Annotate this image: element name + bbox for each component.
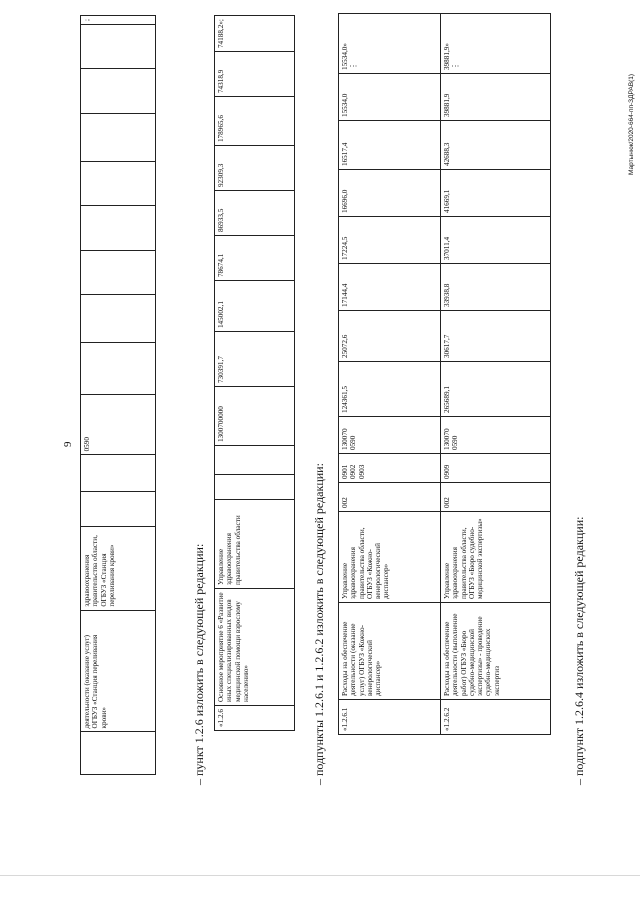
t2-v3: 78674,1 [215,236,295,281]
instruction-3: – подпункт 1.2.6.4 изложить в следующей редакции: [572,516,586,785]
t3r1-v8 [339,14,441,74]
t2-code: 1300700000 [215,387,295,446]
table-row [339,14,441,735]
t3r1-csr: 130070 0590 [339,417,441,454]
t2-v5: 92309,3 [215,146,295,191]
file-reference: Мартынюк/2020-664-пп-ЗДРАВ(1) [628,73,635,175]
t2-v2: 145002,1 [215,281,295,332]
t2-v6: 178965,6 [215,97,295,146]
ellipsis: ⋮ [349,62,359,70]
cell-v3 [81,250,156,294]
t3r2-num: «1.2.6.2 [441,700,551,735]
t3r2-v8-text: 39881,9» [443,43,451,70]
t3r1-v5: 16696,0 [339,170,441,217]
t3r2-v7: 39881,9 [441,74,551,121]
ellipsis: ⋮ [451,62,461,70]
t3r1-v1: 124361,5 [339,362,441,417]
divider [0,875,640,876]
instruction-1: – пункт 1.2.6 изложить в следующей редакции: [192,543,206,785]
cell-v5 [81,161,156,205]
cell-v8 [81,25,156,69]
t3r2-name: Расходы на обеспечение деятельности (выполнение работ) ОГБУЗ «Бюро судебно-медицинской экспертизы» - проведение судебно-медицинских экспертиз [441,603,551,700]
t3r2-v3: 33938,8 [441,264,551,311]
t3r1-v2: 25072,6 [339,311,441,362]
t3r2-rzpr: 0909 [441,454,551,483]
cell-exec: здравоохранения правительства области, ОГБУЗ «Станция переливания крови» [81,527,156,610]
table-row [441,14,551,735]
cell-name: деятельности (оказание услуг) ОГБУЗ «Станция переливания крови» [81,610,156,732]
t2-v8: 74188,2»; [215,16,295,52]
t3r1-v7: 15534,0 [339,74,441,121]
cell-v6 [81,113,156,161]
t3r1-v4: 17224,5 [339,217,441,264]
t2-name: Основное мероприятие 6 «Развитие иных специализированных видов медицинской помощи взрослому населению» [215,589,295,706]
cell-rzpr [81,455,156,492]
page-footer-edge [0,865,640,905]
rotated-page [40,0,640,865]
t3r1-v6: 16517,4 [339,121,441,170]
t3r2-v4: 37011,4 [441,217,551,264]
t3r2-v6: 42688,3 [441,121,551,170]
cell-tail: ; [81,16,156,25]
t3r1-exec: Управление здравоохранения правительства области, ОГБУЗ «Кожно-венерологический диспансер» [339,512,441,603]
table-continuation [80,15,156,775]
instruction-2: – подпункты 1.2.6.1 и 1.2.6.2 изложить в следующей редакции: [312,463,326,785]
t3r2-grbs: 002 [441,483,551,512]
t3r2-v5: 41669,1 [441,170,551,217]
cell-v2 [81,295,156,343]
t3r2-v1: 265689,1 [441,362,551,417]
t2-v1: 730391,7 [215,332,295,387]
cell-code: 0590 [81,395,156,455]
t3r2-exec: Управление здравоохранения правительства области, ОГБУЗ «Бюро судебно-медицинской экспертизы» [441,512,551,603]
t2-rzpr [215,446,295,475]
table-1-2-6 [214,15,295,731]
t3r1-v3: 17144,4 [339,264,441,311]
t3r2-v8 [441,14,551,74]
t3r1-num: «1.2.6.1 [339,700,441,735]
page-number: 9 [62,441,74,447]
cell-v4 [81,206,156,250]
table-1-2-6-1-2 [338,13,551,735]
cell-grbs [81,492,156,527]
t2-v7: 74318,9 [215,52,295,97]
t3r1-v8-text: 15534,0» [341,43,349,70]
t3r1-grbs: 002 [339,483,441,512]
t3r2-v2: 30617,7 [441,311,551,362]
t3r1-rzpr: 0901 0902 0903 [339,454,441,483]
t2-exec: Управление здравоохранения правительства области [215,500,295,589]
t2-grbs [215,475,295,500]
cell-v7 [81,69,156,113]
t2-v4: 86933,5 [215,191,295,236]
cell-v1 [81,343,156,395]
cell-empty [81,732,156,775]
t3r1-name: Расходы на обеспечение деятельности (оказание услуг) ОГБУЗ «Кожно-венерологический диспансер» [339,603,441,700]
t2-num: «1.2.6 [215,706,295,731]
t3r2-csr: 130070 0590 [441,417,551,454]
